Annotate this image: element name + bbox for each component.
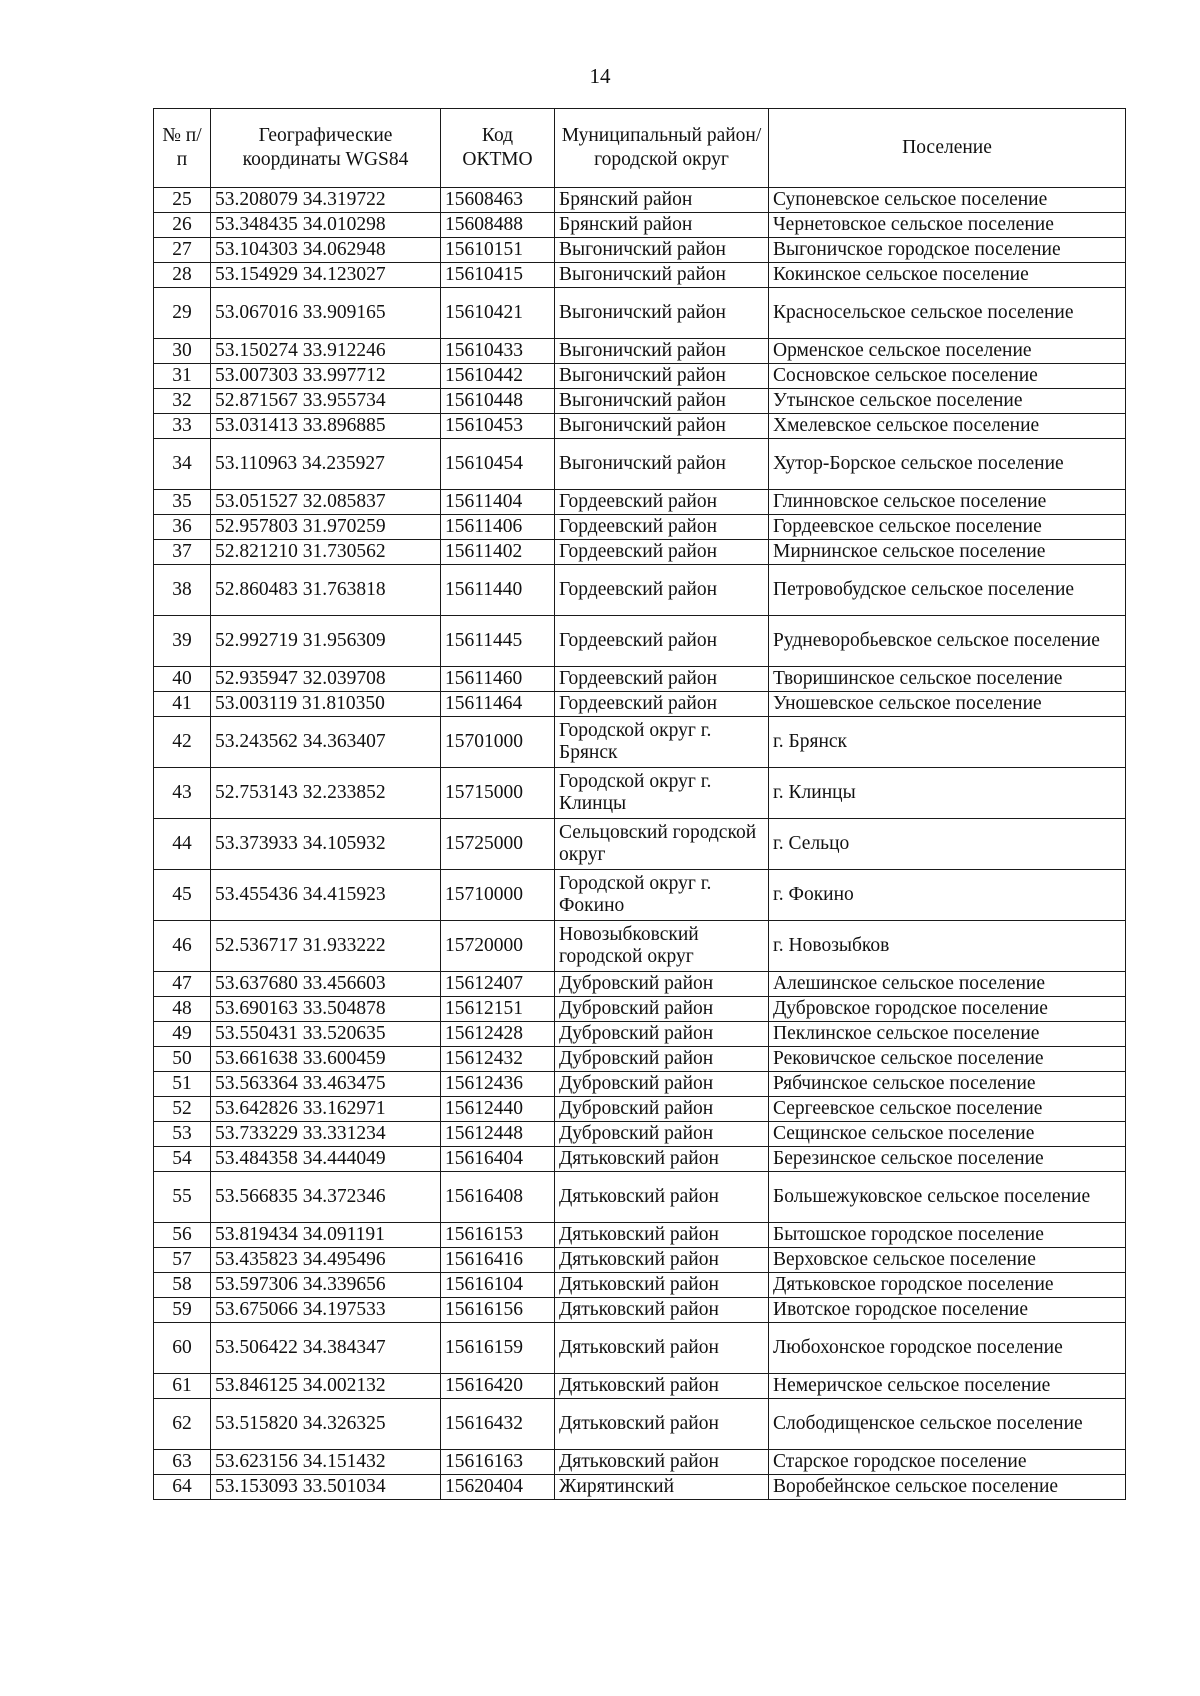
settlement-cell: Пеклинское сельское поселение xyxy=(769,1022,1126,1047)
header-municipality: Муниципальный район/городской округ xyxy=(555,109,769,188)
municipality-cell: Дубровский район xyxy=(555,1047,769,1072)
oktmo-cell: 15612436 xyxy=(441,1072,555,1097)
row-number-cell: 44 xyxy=(154,819,211,870)
settlement-cell: Орменское сельское поселение xyxy=(769,339,1126,364)
settlement-cell: Гордеевское сельское поселение xyxy=(769,515,1126,540)
row-number-cell: 35 xyxy=(154,490,211,515)
table-row xyxy=(154,1273,1126,1298)
oktmo-cell: 15725000 xyxy=(441,819,555,870)
coordinates-cell: 52.871567 33.955734 xyxy=(211,389,441,414)
table-row xyxy=(154,1374,1126,1399)
municipality-cell: Дятьковский район xyxy=(555,1223,769,1248)
oktmo-cell: 15616404 xyxy=(441,1147,555,1172)
table-row xyxy=(154,188,1126,213)
municipality-cell: Дятьковский район xyxy=(555,1248,769,1273)
header-coordinates: Географические координаты WGS84 xyxy=(211,109,441,188)
coordinates-cell: 53.003119 31.810350 xyxy=(211,692,441,717)
municipality-cell: Дубровский район xyxy=(555,1022,769,1047)
settlement-cell: Дубровское городское поселение xyxy=(769,997,1126,1022)
coordinates-cell: 53.455436 34.415923 xyxy=(211,870,441,921)
oktmo-cell: 15616153 xyxy=(441,1223,555,1248)
table-row xyxy=(154,238,1126,263)
table-row xyxy=(154,921,1126,972)
row-number-cell: 30 xyxy=(154,339,211,364)
settlement-cell: Слободищенское сельское поселение xyxy=(769,1399,1126,1450)
municipality-cell: Гордеевский район xyxy=(555,616,769,667)
table-row xyxy=(154,1323,1126,1374)
coordinates-cell: 53.623156 34.151432 xyxy=(211,1450,441,1475)
oktmo-cell: 15612151 xyxy=(441,997,555,1022)
row-number-cell: 54 xyxy=(154,1147,211,1172)
municipality-cell: Гордеевский район xyxy=(555,540,769,565)
row-number-cell: 32 xyxy=(154,389,211,414)
municipality-cell: Гордеевский район xyxy=(555,692,769,717)
municipality-cell: Выгоничский район xyxy=(555,339,769,364)
table-row xyxy=(154,1475,1126,1500)
settlement-cell: Алешинское сельское поселение xyxy=(769,972,1126,997)
settlement-cell: Мирнинское сельское поселение xyxy=(769,540,1126,565)
table-row xyxy=(154,1097,1126,1122)
header-settlement: Поселение xyxy=(769,109,1126,188)
coordinates-cell: 52.992719 31.956309 xyxy=(211,616,441,667)
settlement-cell: Уношевское сельское поселение xyxy=(769,692,1126,717)
settlement-cell: Рябчинское сельское поселение xyxy=(769,1072,1126,1097)
row-number-cell: 49 xyxy=(154,1022,211,1047)
table-row xyxy=(154,213,1126,238)
municipality-cell: Дятьковский район xyxy=(555,1273,769,1298)
row-number-cell: 40 xyxy=(154,667,211,692)
oktmo-cell: 15612432 xyxy=(441,1047,555,1072)
settlement-cell: Ивотское городское поселение xyxy=(769,1298,1126,1323)
oktmo-cell: 15616420 xyxy=(441,1374,555,1399)
municipality-cell: Городской округ г. Клинцы xyxy=(555,768,769,819)
table-row xyxy=(154,768,1126,819)
oktmo-cell: 15616156 xyxy=(441,1298,555,1323)
row-number-cell: 34 xyxy=(154,439,211,490)
municipality-cell: Гордеевский район xyxy=(555,667,769,692)
table-row xyxy=(154,515,1126,540)
settlement-cell: Сосновское сельское поселение xyxy=(769,364,1126,389)
coordinates-cell: 53.733229 33.331234 xyxy=(211,1122,441,1147)
row-number-cell: 47 xyxy=(154,972,211,997)
coordinates-cell: 53.597306 34.339656 xyxy=(211,1273,441,1298)
oktmo-cell: 15611404 xyxy=(441,490,555,515)
table-body xyxy=(154,188,1126,1500)
municipality-cell: Дятьковский район xyxy=(555,1399,769,1450)
oktmo-cell: 15616163 xyxy=(441,1450,555,1475)
oktmo-cell: 15701000 xyxy=(441,717,555,768)
settlement-cell: Дятьковское городское поселение xyxy=(769,1273,1126,1298)
municipality-cell: Выгоничский район xyxy=(555,364,769,389)
municipality-cell: Гордеевский район xyxy=(555,490,769,515)
settlement-cell: Творишинское сельское поселение xyxy=(769,667,1126,692)
settlement-cell: Верховское сельское поселение xyxy=(769,1248,1126,1273)
settlement-cell: Выгоничское городское поселение xyxy=(769,238,1126,263)
municipality-cell: Выгоничский район xyxy=(555,389,769,414)
coordinates-cell: 53.642826 33.162971 xyxy=(211,1097,441,1122)
row-number-cell: 37 xyxy=(154,540,211,565)
oktmo-cell: 15720000 xyxy=(441,921,555,972)
row-number-cell: 27 xyxy=(154,238,211,263)
settlement-cell: Глинновское сельское поселение xyxy=(769,490,1126,515)
oktmo-cell: 15608463 xyxy=(441,188,555,213)
municipality-cell: Выгоничский район xyxy=(555,439,769,490)
oktmo-cell: 15616159 xyxy=(441,1323,555,1374)
oktmo-cell: 15610454 xyxy=(441,439,555,490)
table-row xyxy=(154,1147,1126,1172)
coordinates-cell: 53.484358 34.444049 xyxy=(211,1147,441,1172)
settlement-cell: Сещинское сельское поселение xyxy=(769,1122,1126,1147)
municipality-cell: Гордеевский район xyxy=(555,565,769,616)
settlement-cell: Супоневское сельское поселение xyxy=(769,188,1126,213)
row-number-cell: 42 xyxy=(154,717,211,768)
coordinates-cell: 52.860483 31.763818 xyxy=(211,565,441,616)
table-row xyxy=(154,819,1126,870)
oktmo-cell: 15610415 xyxy=(441,263,555,288)
header-oktmo: Код ОКТМО xyxy=(441,109,555,188)
coordinates-cell: 53.104303 34.062948 xyxy=(211,238,441,263)
row-number-cell: 50 xyxy=(154,1047,211,1072)
settlement-cell: г. Сельцо xyxy=(769,819,1126,870)
settlement-cell: Немеричское сельское поселение xyxy=(769,1374,1126,1399)
oktmo-cell: 15610421 xyxy=(441,288,555,339)
coordinates-cell: 53.348435 34.010298 xyxy=(211,213,441,238)
row-number-cell: 29 xyxy=(154,288,211,339)
settlement-cell: г. Брянск xyxy=(769,717,1126,768)
row-number-cell: 31 xyxy=(154,364,211,389)
table-row xyxy=(154,667,1126,692)
row-number-cell: 38 xyxy=(154,565,211,616)
municipality-cell: Сельцовский городской округ xyxy=(555,819,769,870)
coordinates-cell: 52.935947 32.039708 xyxy=(211,667,441,692)
oktmo-cell: 15715000 xyxy=(441,768,555,819)
table-row xyxy=(154,1399,1126,1450)
row-number-cell: 46 xyxy=(154,921,211,972)
municipality-cell: Дятьковский район xyxy=(555,1172,769,1223)
coordinates-cell: 53.150274 33.912246 xyxy=(211,339,441,364)
table-row xyxy=(154,1122,1126,1147)
oktmo-cell: 15616432 xyxy=(441,1399,555,1450)
row-number-cell: 26 xyxy=(154,213,211,238)
coordinates-cell: 53.506422 34.384347 xyxy=(211,1323,441,1374)
oktmo-cell: 15611460 xyxy=(441,667,555,692)
oktmo-cell: 15616416 xyxy=(441,1248,555,1273)
municipality-cell: Выгоничский район xyxy=(555,238,769,263)
coordinates-cell: 53.550431 33.520635 xyxy=(211,1022,441,1047)
settlement-cell: Большежуковское сельское поселение xyxy=(769,1172,1126,1223)
municipality-cell: Дятьковский район xyxy=(555,1374,769,1399)
table-row xyxy=(154,1450,1126,1475)
row-number-cell: 60 xyxy=(154,1323,211,1374)
row-number-cell: 25 xyxy=(154,188,211,213)
coordinates-cell: 53.515820 34.326325 xyxy=(211,1399,441,1450)
table-row xyxy=(154,414,1126,439)
row-number-cell: 45 xyxy=(154,870,211,921)
coordinates-cell: 53.637680 33.456603 xyxy=(211,972,441,997)
page-number: 14 xyxy=(589,64,611,88)
municipality-cell: Брянский район xyxy=(555,188,769,213)
oktmo-cell: 15608488 xyxy=(441,213,555,238)
oktmo-cell: 15616104 xyxy=(441,1273,555,1298)
municipality-cell: Гордеевский район xyxy=(555,515,769,540)
oktmo-cell: 15611406 xyxy=(441,515,555,540)
table-row xyxy=(154,1022,1126,1047)
settlement-cell: г. Новозыбков xyxy=(769,921,1126,972)
settlement-cell: Любохонское городское поселение xyxy=(769,1323,1126,1374)
settlement-cell: Чернетовское сельское поселение xyxy=(769,213,1126,238)
coordinates-cell: 52.753143 32.233852 xyxy=(211,768,441,819)
municipality-cell: Городской округ г. Брянск xyxy=(555,717,769,768)
table-row xyxy=(154,1172,1126,1223)
municipality-cell: Брянский район xyxy=(555,213,769,238)
coordinates-cell: 53.819434 34.091191 xyxy=(211,1223,441,1248)
row-number-cell: 61 xyxy=(154,1374,211,1399)
settlement-cell: Красносельское сельское поселение xyxy=(769,288,1126,339)
settlement-cell: Рековичское сельское поселение xyxy=(769,1047,1126,1072)
oktmo-cell: 15610433 xyxy=(441,339,555,364)
row-number-cell: 57 xyxy=(154,1248,211,1273)
municipality-cell: Дубровский район xyxy=(555,972,769,997)
row-number-cell: 53 xyxy=(154,1122,211,1147)
oktmo-cell: 15612428 xyxy=(441,1022,555,1047)
coordinates-cell: 53.154929 34.123027 xyxy=(211,263,441,288)
row-number-cell: 33 xyxy=(154,414,211,439)
municipality-cell: Дятьковский район xyxy=(555,1298,769,1323)
table-row xyxy=(154,263,1126,288)
table-row xyxy=(154,490,1126,515)
coordinates-cell: 53.067016 33.909165 xyxy=(211,288,441,339)
municipality-cell: Дятьковский район xyxy=(555,1323,769,1374)
oktmo-cell: 15616408 xyxy=(441,1172,555,1223)
row-number-cell: 36 xyxy=(154,515,211,540)
table-row xyxy=(154,439,1126,490)
row-number-cell: 28 xyxy=(154,263,211,288)
municipality-cell: Дубровский район xyxy=(555,1097,769,1122)
oktmo-cell: 15611440 xyxy=(441,565,555,616)
coordinates-cell: 53.563364 33.463475 xyxy=(211,1072,441,1097)
row-number-cell: 56 xyxy=(154,1223,211,1248)
coordinates-cell: 53.243562 34.363407 xyxy=(211,717,441,768)
coordinates-cell: 53.566835 34.372346 xyxy=(211,1172,441,1223)
coordinates-cell: 53.110963 34.235927 xyxy=(211,439,441,490)
municipality-cell: Дубровский район xyxy=(555,1072,769,1097)
row-number-cell: 41 xyxy=(154,692,211,717)
oktmo-cell: 15611445 xyxy=(441,616,555,667)
coordinates-cell: 53.435823 34.495496 xyxy=(211,1248,441,1273)
row-number-cell: 55 xyxy=(154,1172,211,1223)
coordinates-cell: 53.661638 33.600459 xyxy=(211,1047,441,1072)
table-row xyxy=(154,565,1126,616)
municipality-cell: Выгоничский район xyxy=(555,263,769,288)
table-row xyxy=(154,288,1126,339)
settlements-table xyxy=(153,108,1126,1500)
coordinates-cell: 53.153093 33.501034 xyxy=(211,1475,441,1500)
settlement-cell: Хутор-Борское сельское поселение xyxy=(769,439,1126,490)
municipality-cell: Новозыбковский городской округ xyxy=(555,921,769,972)
coordinates-cell: 52.821210 31.730562 xyxy=(211,540,441,565)
row-number-cell: 63 xyxy=(154,1450,211,1475)
coordinates-cell: 53.051527 32.085837 xyxy=(211,490,441,515)
municipality-cell: Выгоничский район xyxy=(555,288,769,339)
municipality-cell: Дубровский район xyxy=(555,1122,769,1147)
oktmo-cell: 15612448 xyxy=(441,1122,555,1147)
table-row xyxy=(154,616,1126,667)
row-number-cell: 48 xyxy=(154,997,211,1022)
oktmo-cell: 15620404 xyxy=(441,1475,555,1500)
table-row xyxy=(154,1047,1126,1072)
table-row xyxy=(154,1072,1126,1097)
oktmo-cell: 15612407 xyxy=(441,972,555,997)
table-row xyxy=(154,540,1126,565)
settlement-cell: Березинское сельское поселение xyxy=(769,1147,1126,1172)
coordinates-cell: 52.536717 31.933222 xyxy=(211,921,441,972)
municipality-cell: Дятьковский район xyxy=(555,1450,769,1475)
municipality-cell: Дубровский район xyxy=(555,997,769,1022)
oktmo-cell: 15611402 xyxy=(441,540,555,565)
settlement-cell: Бытошское городское поселение xyxy=(769,1223,1126,1248)
oktmo-cell: 15610151 xyxy=(441,238,555,263)
table-row xyxy=(154,339,1126,364)
oktmo-cell: 15610448 xyxy=(441,389,555,414)
table-row xyxy=(154,1223,1126,1248)
settlement-cell: Хмелевское сельское поселение xyxy=(769,414,1126,439)
coordinates-cell: 53.675066 34.197533 xyxy=(211,1298,441,1323)
oktmo-cell: 15611464 xyxy=(441,692,555,717)
table-row xyxy=(154,1298,1126,1323)
table-row xyxy=(154,389,1126,414)
table-row xyxy=(154,1248,1126,1273)
row-number-cell: 52 xyxy=(154,1097,211,1122)
oktmo-cell: 15610453 xyxy=(441,414,555,439)
oktmo-cell: 15610442 xyxy=(441,364,555,389)
settlement-cell: Старское городское поселение xyxy=(769,1450,1126,1475)
oktmo-cell: 15710000 xyxy=(441,870,555,921)
table-row xyxy=(154,364,1126,389)
coordinates-cell: 53.690163 33.504878 xyxy=(211,997,441,1022)
municipality-cell: Жирятинский xyxy=(555,1475,769,1500)
municipality-cell: Дятьковский район xyxy=(555,1147,769,1172)
settlement-cell: г. Фокино xyxy=(769,870,1126,921)
settlement-cell: Петровобудское сельское поселение xyxy=(769,565,1126,616)
row-number-cell: 39 xyxy=(154,616,211,667)
settlement-cell: Сергеевское сельское поселение xyxy=(769,1097,1126,1122)
table-row xyxy=(154,717,1126,768)
coordinates-cell: 53.846125 34.002132 xyxy=(211,1374,441,1399)
settlement-cell: Рудневоробьевское сельское поселение xyxy=(769,616,1126,667)
row-number-cell: 62 xyxy=(154,1399,211,1450)
settlement-cell: Воробейнское сельское поселение xyxy=(769,1475,1126,1500)
municipality-cell: Выгоничский район xyxy=(555,414,769,439)
row-number-cell: 64 xyxy=(154,1475,211,1500)
row-number-cell: 59 xyxy=(154,1298,211,1323)
table-row xyxy=(154,972,1126,997)
table-row xyxy=(154,692,1126,717)
row-number-cell: 58 xyxy=(154,1273,211,1298)
coordinates-cell: 52.957803 31.970259 xyxy=(211,515,441,540)
header-num: № п/п xyxy=(154,109,211,188)
settlement-cell: г. Клинцы xyxy=(769,768,1126,819)
settlement-cell: Кокинское сельское поселение xyxy=(769,263,1126,288)
settlement-cell: Утынское сельское поселение xyxy=(769,389,1126,414)
coordinates-cell: 53.373933 34.105932 xyxy=(211,819,441,870)
table-row xyxy=(154,870,1126,921)
table-header-row xyxy=(154,109,1126,188)
coordinates-cell: 53.208079 34.319722 xyxy=(211,188,441,213)
oktmo-cell: 15612440 xyxy=(441,1097,555,1122)
row-number-cell: 51 xyxy=(154,1072,211,1097)
municipality-cell: Городской округ г. Фокино xyxy=(555,870,769,921)
coordinates-cell: 53.031413 33.896885 xyxy=(211,414,441,439)
table-row xyxy=(154,997,1126,1022)
row-number-cell: 43 xyxy=(154,768,211,819)
coordinates-cell: 53.007303 33.997712 xyxy=(211,364,441,389)
